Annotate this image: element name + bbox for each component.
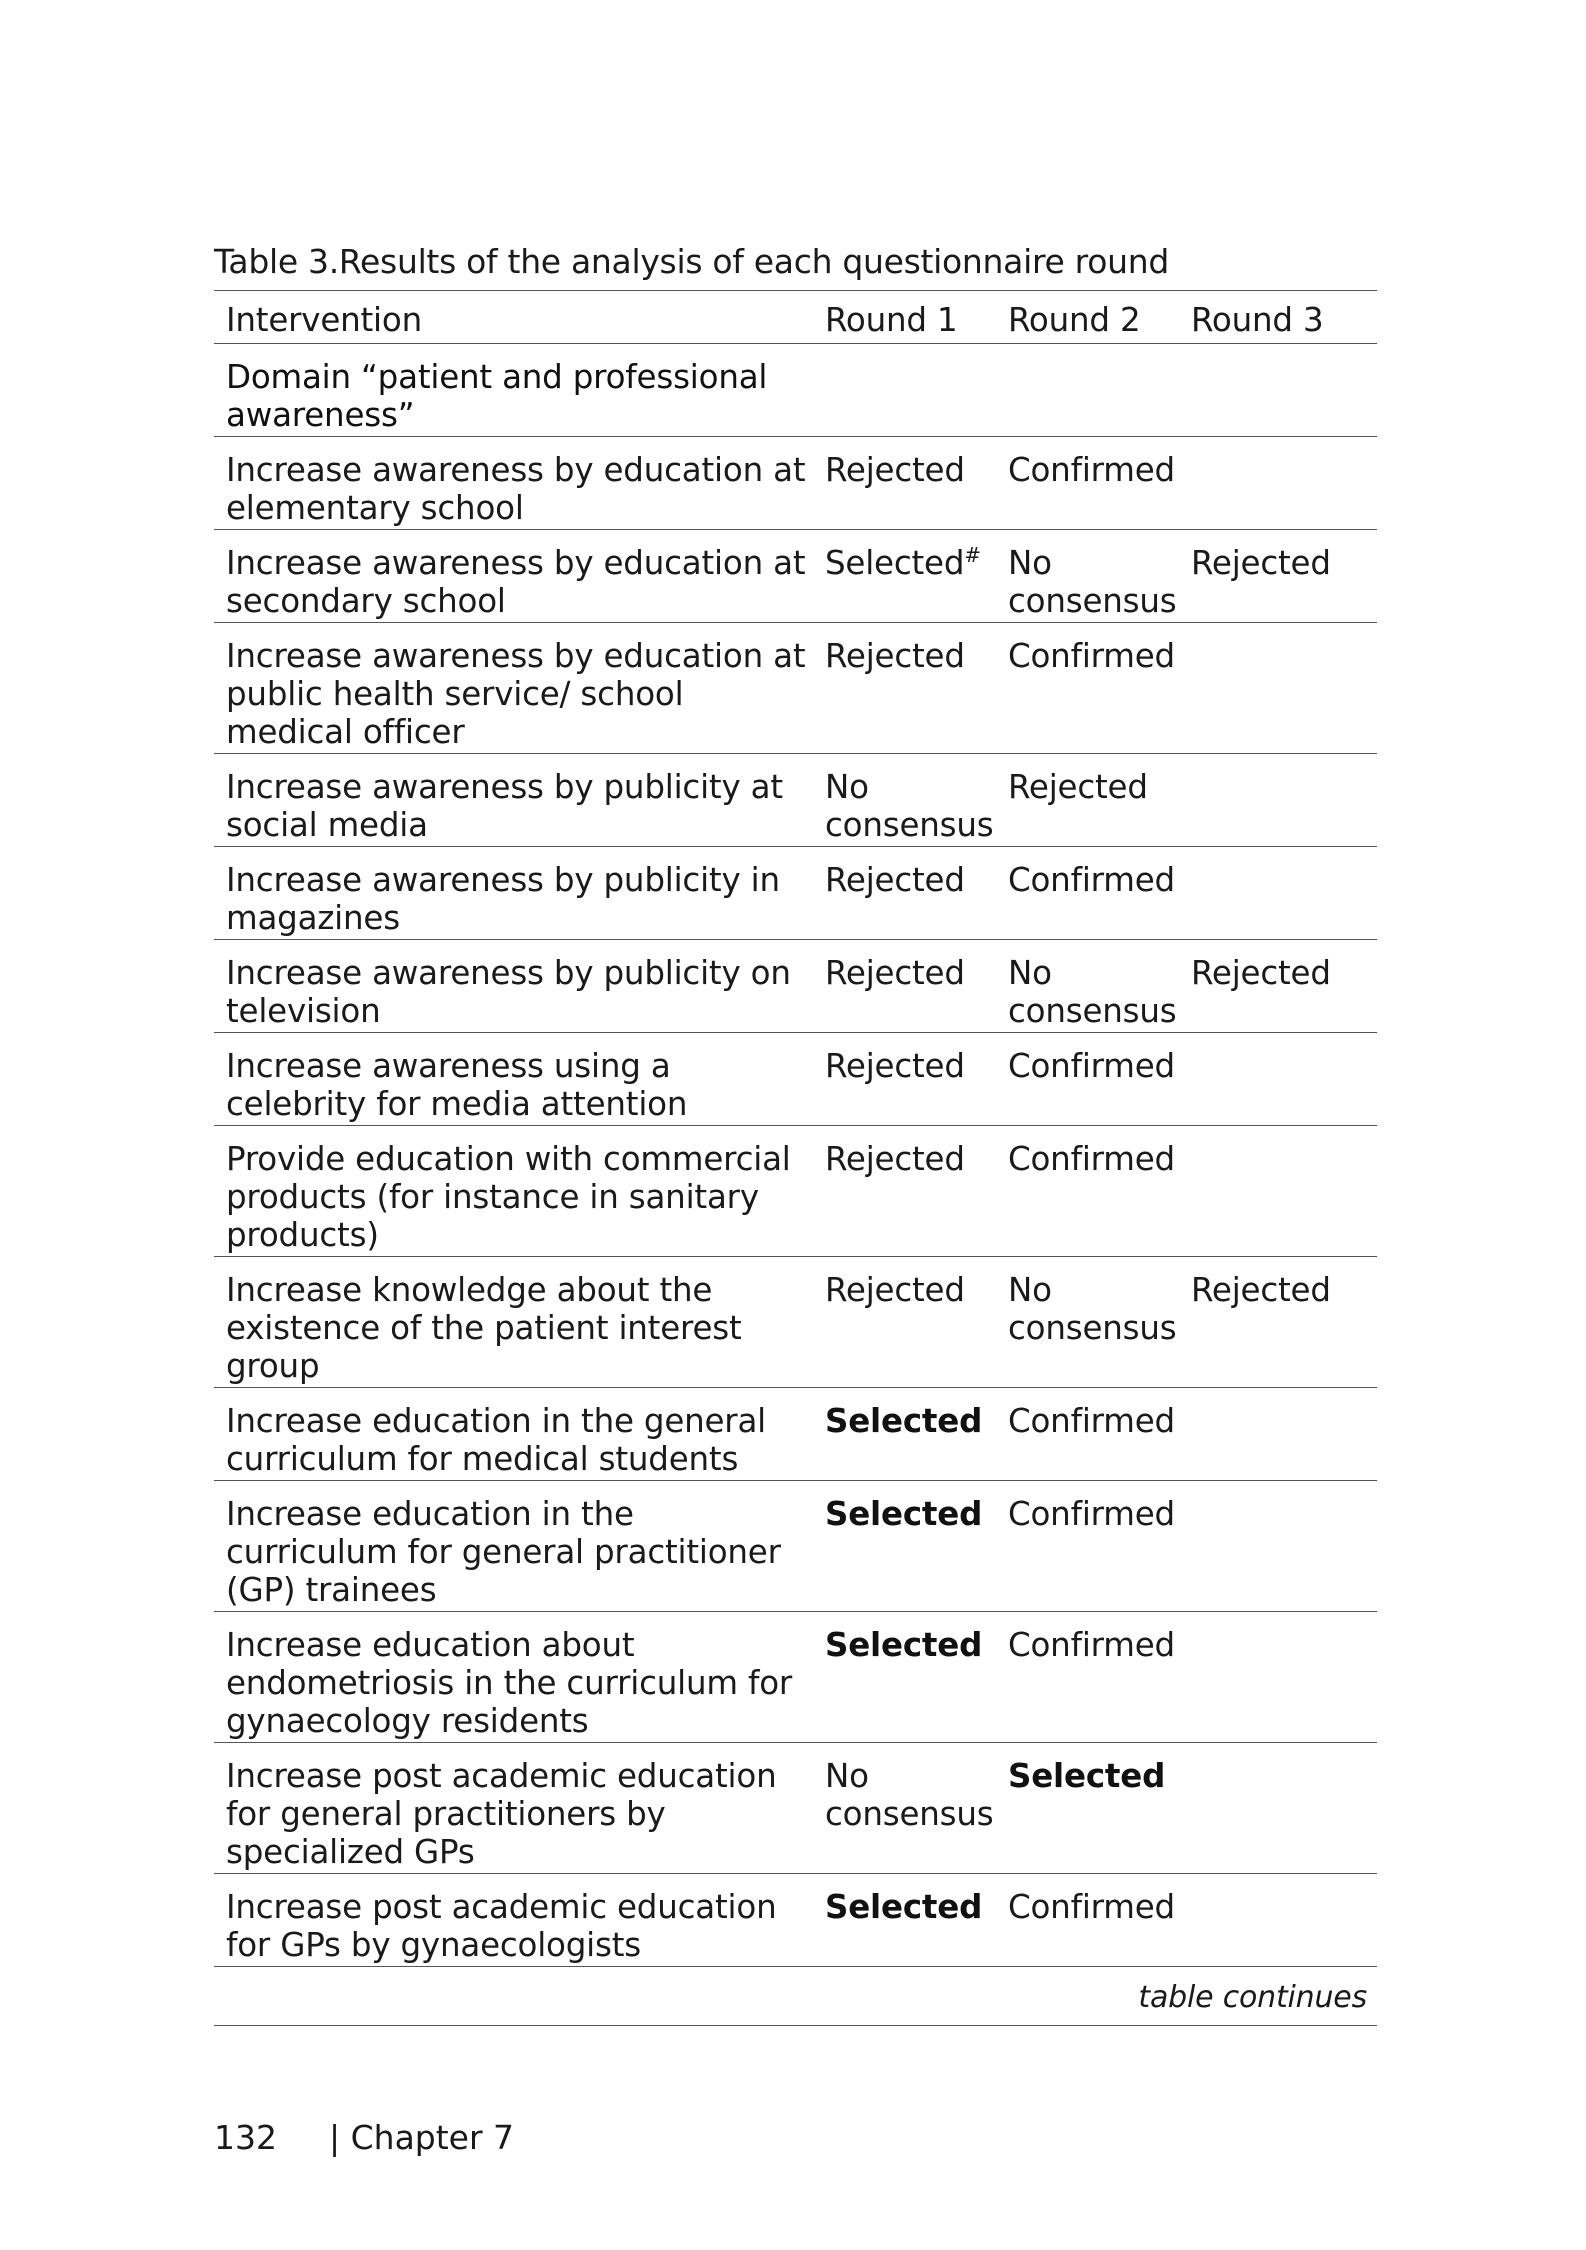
cell-round-1: No consensus bbox=[825, 1757, 994, 1833]
page-number: 132 bbox=[214, 2118, 277, 2157]
cell-round-1: Rejected bbox=[825, 637, 965, 675]
cell-intervention: Increase post academic education for general practitioners by specialized GPs bbox=[226, 1757, 777, 1871]
cell-round-3: Rejected bbox=[1191, 1271, 1331, 1309]
table-row bbox=[214, 1033, 1377, 1126]
domain-label: Domain “patient and professional awareness” bbox=[226, 358, 768, 434]
cell-round-2: Confirmed bbox=[1008, 637, 1175, 675]
cell-intervention: Increase awareness using a celebrity for media attention bbox=[226, 1047, 688, 1123]
table-header-row bbox=[214, 291, 1377, 344]
cell-round-3 bbox=[1191, 1388, 1377, 1481]
page-content bbox=[214, 238, 1377, 2026]
table-row bbox=[214, 1481, 1377, 1612]
cell-round-2: Confirmed bbox=[1008, 451, 1175, 489]
page-footer bbox=[214, 2118, 514, 2158]
header-round-2: Round 2 bbox=[1008, 301, 1141, 339]
table-row bbox=[214, 847, 1377, 940]
cell-round-2: Confirmed bbox=[1008, 1140, 1175, 1178]
cell-round-1: Rejected bbox=[825, 451, 965, 489]
cell-round-3 bbox=[1191, 847, 1377, 940]
header-round-1: Round 1 bbox=[825, 301, 958, 339]
cell-round-3 bbox=[1191, 1874, 1377, 1967]
cell-round-3: Rejected bbox=[1191, 544, 1331, 582]
cell-round-1: Rejected bbox=[825, 861, 965, 899]
cell-round-2: Confirmed bbox=[1008, 1402, 1175, 1440]
table-row bbox=[214, 530, 1377, 623]
cell-round-1: Selected bbox=[825, 1402, 983, 1440]
cell-round-1 bbox=[825, 530, 1008, 623]
cell-round-3 bbox=[1191, 1743, 1377, 1874]
table-row bbox=[214, 1388, 1377, 1481]
cell-round-2: No consensus bbox=[1008, 1271, 1177, 1347]
table-row bbox=[214, 1874, 1377, 1967]
table-row bbox=[214, 1126, 1377, 1257]
table-row bbox=[214, 1257, 1377, 1388]
cell-round-2: Selected bbox=[1008, 1757, 1166, 1795]
cell-intervention: Increase education in the general curriculum for medical students bbox=[226, 1402, 767, 1478]
table-row bbox=[214, 437, 1377, 530]
cell-round-1: Selected bbox=[825, 1626, 983, 1664]
cell-round-3 bbox=[1191, 754, 1377, 847]
table-continues-note: table continues bbox=[1138, 1980, 1367, 2015]
cell-round-1: Rejected bbox=[825, 1271, 965, 1309]
cell-round-1: Rejected bbox=[825, 1140, 965, 1178]
cell-intervention: Increase awareness by publicity at social media bbox=[226, 768, 783, 844]
table-continues-row bbox=[214, 1967, 1377, 2026]
cell-intervention: Increase post academic education for GPs by gynaecologists bbox=[226, 1888, 777, 1964]
cell-round-3 bbox=[1191, 437, 1377, 530]
table-row bbox=[214, 1743, 1377, 1874]
table-row bbox=[214, 940, 1377, 1033]
cell-intervention: Provide education with commercial products (for instance in sanitary products) bbox=[226, 1140, 791, 1254]
cell-round-1: No consensus bbox=[825, 768, 994, 844]
cell-round-2: No consensus bbox=[1008, 544, 1177, 620]
cell-intervention: Increase awareness by education at secondary school bbox=[226, 544, 806, 620]
cell-round-1: Selected bbox=[825, 1495, 983, 1533]
cell-intervention: Increase awareness by publicity on television bbox=[226, 954, 791, 1030]
cell-round-2: Rejected bbox=[1008, 768, 1148, 806]
cell-intervention: Increase awareness by publicity in magazines bbox=[226, 861, 780, 937]
cell-round-2: No consensus bbox=[1008, 954, 1177, 1030]
cell-round-3 bbox=[1191, 1033, 1377, 1126]
cell-round-2: Confirmed bbox=[1008, 861, 1175, 899]
footnote-marker: # bbox=[964, 543, 981, 568]
cell-intervention: Increase knowledge about the existence of the patient interest group bbox=[226, 1271, 742, 1385]
cell-round-3 bbox=[1191, 1481, 1377, 1612]
chapter-label: | Chapter 7 bbox=[329, 2118, 515, 2157]
cell-intervention: Increase awareness by education at public health service/ school medical officer bbox=[226, 637, 806, 751]
table-row bbox=[214, 1612, 1377, 1743]
cell-round-3: Rejected bbox=[1191, 954, 1331, 992]
cell-round-2: Confirmed bbox=[1008, 1495, 1175, 1533]
cell-round-3 bbox=[1191, 1612, 1377, 1743]
cell-intervention: Increase education about endometriosis in the curriculum for gynaecology residents bbox=[226, 1626, 793, 1740]
table-row bbox=[214, 754, 1377, 847]
cell-round-2: Confirmed bbox=[1008, 1626, 1175, 1664]
cell-round-2: Confirmed bbox=[1008, 1047, 1175, 1085]
cell-round-3 bbox=[1191, 623, 1377, 754]
cell-round-1-text: Selected bbox=[825, 544, 965, 582]
cell-intervention: Increase education in the curriculum for general practitioner (GP) trainees bbox=[226, 1495, 781, 1609]
header-intervention: Intervention bbox=[226, 301, 422, 339]
cell-round-3 bbox=[1191, 1126, 1377, 1257]
cell-round-1: Selected bbox=[825, 1888, 983, 1926]
table-row bbox=[214, 623, 1377, 754]
cell-round-2: Confirmed bbox=[1008, 1888, 1175, 1926]
cell-round-1: Rejected bbox=[825, 954, 965, 992]
results-table bbox=[214, 290, 1377, 2026]
cell-intervention: Increase awareness by education at elementary school bbox=[226, 451, 806, 527]
domain-row bbox=[214, 344, 1377, 437]
cell-round-1: Rejected bbox=[825, 1047, 965, 1085]
table-caption: Table 3.Results of the analysis of each questionnaire round bbox=[214, 242, 1169, 281]
header-round-3: Round 3 bbox=[1191, 301, 1324, 339]
